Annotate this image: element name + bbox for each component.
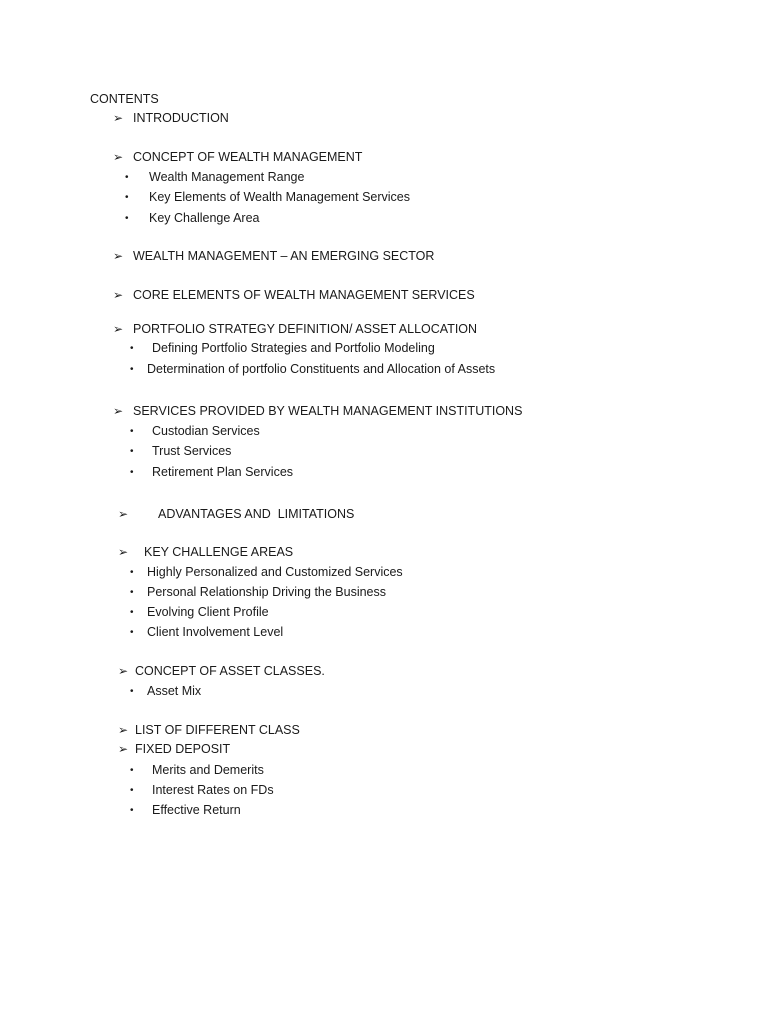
arrow-bullet-icon: ➢ (118, 664, 129, 678)
section-services-provided (113, 405, 522, 418)
list-item-label: Asset Mix (147, 684, 202, 698)
list-item (130, 586, 386, 599)
list-item (130, 606, 269, 619)
list-item (130, 626, 283, 639)
bullet-icon: • (125, 213, 129, 224)
bullet-icon: • (130, 686, 134, 697)
list-item (130, 784, 274, 797)
list-item-label: Merits and Demerits (152, 763, 264, 777)
section-title: SERVICES PROVIDED BY WEALTH MANAGEMENT INSTITUTIONS (133, 404, 523, 418)
list-item (125, 171, 304, 184)
bullet-icon: • (130, 607, 134, 618)
list-item (125, 212, 260, 225)
list-item-label: Defining Portfolio Strategies and Portfolio Modeling (152, 341, 435, 355)
bullet-icon: • (130, 364, 134, 375)
list-item-label: Evolving Client Profile (147, 605, 269, 619)
list-item-label: Interest Rates on FDs (152, 783, 274, 797)
section-introduction (113, 112, 229, 125)
bullet-icon: • (130, 467, 134, 478)
list-item (130, 363, 495, 376)
section-title: CORE ELEMENTS OF WEALTH MANAGEMENT SERVICES (133, 288, 475, 302)
arrow-bullet-icon: ➢ (113, 111, 124, 125)
list-item (130, 685, 201, 698)
list-item (130, 342, 435, 355)
bullet-icon: • (130, 567, 134, 578)
section-title: CONCEPT OF WEALTH MANAGEMENT (133, 150, 363, 164)
list-item-label: Highly Personalized and Customized Services (147, 565, 403, 579)
list-item (130, 804, 241, 817)
section-concept-of-wealth-management (113, 151, 362, 164)
section-title: ADVANTAGES AND LIMITATIONS (158, 507, 355, 521)
arrow-bullet-icon: ➢ (118, 742, 129, 756)
list-item-label: Determination of portfolio Constituents and Allocation of Assets (147, 362, 496, 376)
list-item (130, 445, 231, 458)
section-emerging-sector (113, 250, 434, 263)
bullet-icon: • (125, 192, 129, 203)
bullet-icon: • (130, 785, 134, 796)
bullet-icon: • (130, 343, 134, 354)
section-key-challenge-areas (118, 546, 293, 559)
arrow-bullet-icon: ➢ (118, 723, 129, 737)
section-title: LIST OF DIFFERENT CLASS (135, 723, 300, 737)
bullet-icon: • (130, 627, 134, 638)
arrow-bullet-icon: ➢ (113, 249, 124, 263)
list-item (130, 466, 293, 479)
bullet-icon: • (125, 172, 129, 183)
list-item-label: Trust Services (152, 444, 232, 458)
list-item (130, 764, 264, 777)
list-item (130, 566, 403, 579)
section-different-class (118, 724, 300, 737)
list-item-label: Wealth Management Range (149, 170, 305, 184)
list-item-label: Key Elements of Wealth Management Services (149, 190, 411, 204)
section-fixed-deposit (118, 743, 230, 756)
section-asset-classes (118, 665, 325, 678)
contents-heading: CONTENTS (90, 92, 159, 106)
section-portfolio-strategy (113, 323, 477, 336)
section-title: WEALTH MANAGEMENT – AN EMERGING SECTOR (133, 249, 435, 263)
section-advantages-limitations (118, 508, 354, 521)
bullet-icon: • (130, 765, 134, 776)
arrow-bullet-icon: ➢ (118, 507, 129, 521)
bullet-icon: • (130, 446, 134, 457)
list-item-label: Client Involvement Level (147, 625, 284, 639)
section-title: PORTFOLIO STRATEGY DEFINITION/ ASSET ALLOCATION (133, 322, 478, 336)
list-item-label: Personal Relationship Driving the Business (147, 585, 387, 599)
arrow-bullet-icon: ➢ (113, 150, 124, 164)
section-title: FIXED DEPOSIT (135, 742, 231, 756)
section-core-elements (113, 289, 475, 302)
bullet-icon: • (130, 426, 134, 437)
section-title: CONCEPT OF ASSET CLASSES. (135, 664, 325, 678)
list-item-label: Key Challenge Area (149, 211, 260, 225)
list-item (125, 191, 410, 204)
arrow-bullet-icon: ➢ (113, 288, 124, 302)
arrow-bullet-icon: ➢ (118, 545, 129, 559)
bullet-icon: • (130, 805, 134, 816)
arrow-bullet-icon: ➢ (113, 322, 124, 336)
section-title: INTRODUCTION (133, 111, 229, 125)
list-item (130, 425, 260, 438)
section-title: KEY CHALLENGE AREAS (144, 545, 294, 559)
list-item-label: Effective Return (152, 803, 241, 817)
list-item-label: Retirement Plan Services (152, 465, 294, 479)
list-item-label: Custodian Services (152, 424, 260, 438)
arrow-bullet-icon: ➢ (113, 404, 124, 418)
bullet-icon: • (130, 587, 134, 598)
